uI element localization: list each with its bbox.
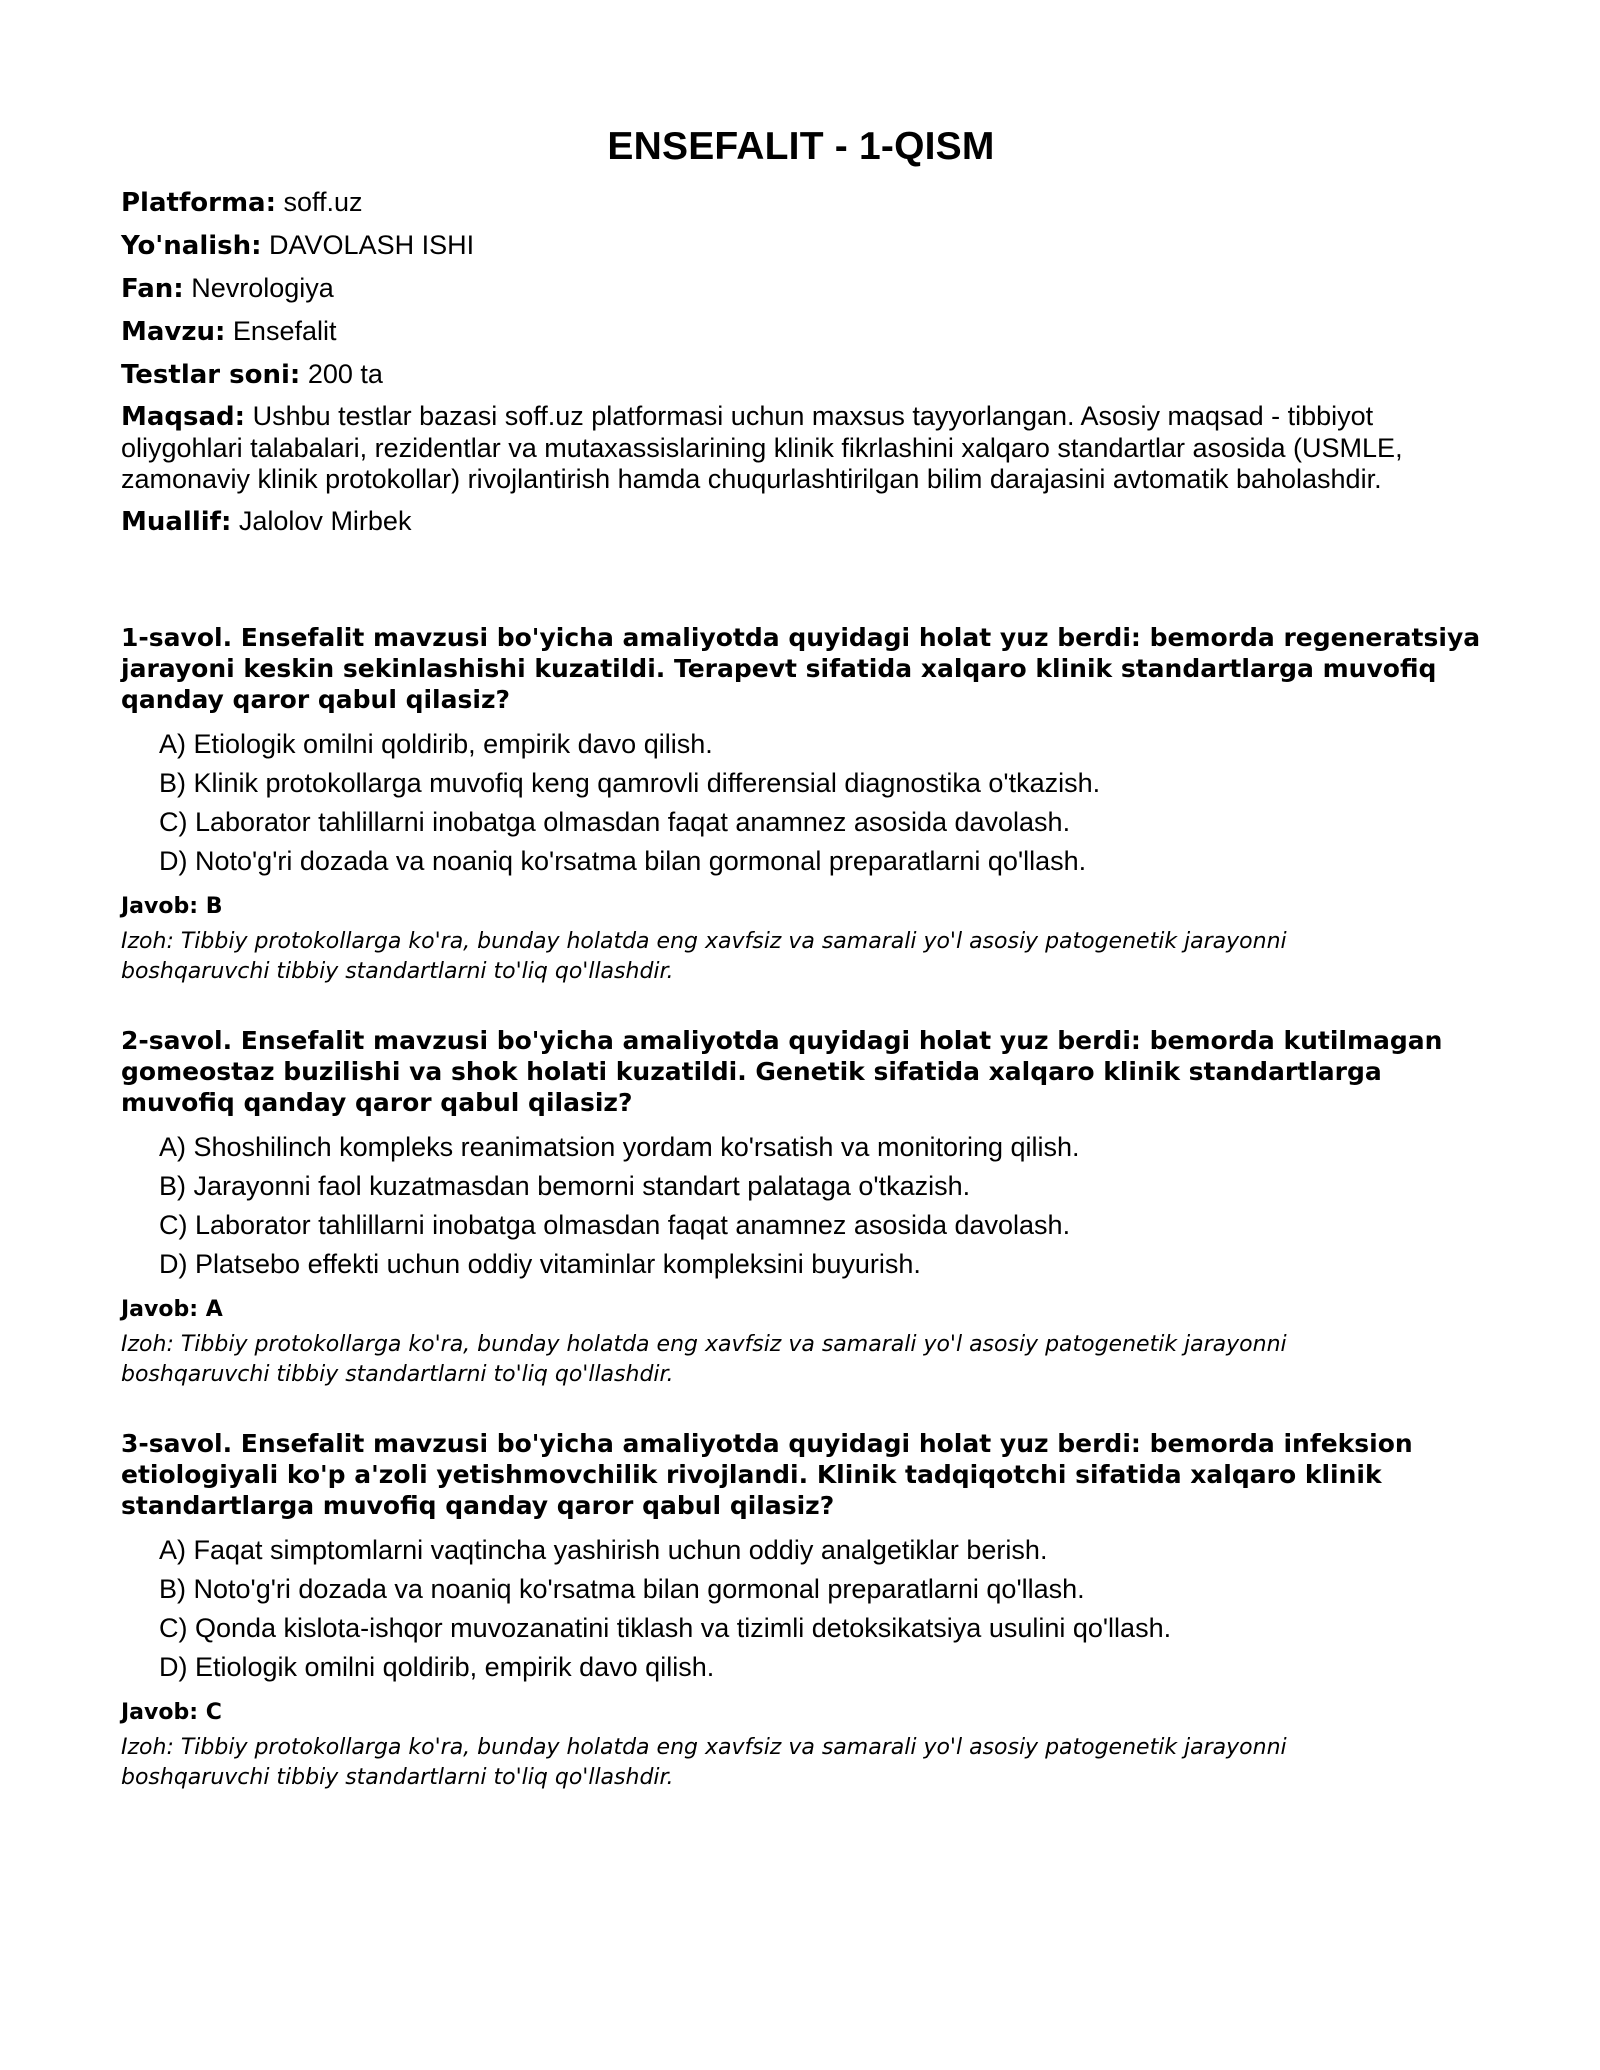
answer-options xyxy=(121,1531,1481,1687)
answer-options xyxy=(121,1128,1481,1284)
document-meta xyxy=(121,186,1481,538)
meta-topic xyxy=(121,315,1481,348)
meta-author-key: Muallif: xyxy=(121,507,232,537)
meta-platform-key: Platforma: xyxy=(121,188,276,218)
meta-direction-value: DAVOLASH ISHI xyxy=(269,230,475,260)
question-heading: 3-savol. Ensefalit mavzusi bo'yicha amaliyotda quyidagi holat yuz berdi: bemorda infeksion etiologiyali ko'p a'zoli yetishmovchilik rivojlandi. Klinik tadqiqotchi sifatida xalqaro klinik standartlarga muvofiq qanday qaror qabul qilasiz? xyxy=(121,1429,1413,1520)
correct-answer: Javob: C xyxy=(121,1700,222,1725)
page-title: ENSEFALIT - 1-QISM xyxy=(607,125,995,168)
meta-subject-value: Nevrologiya xyxy=(191,273,334,303)
question-heading: 1-savol. Ensefalit mavzusi bo'yicha amaliyotda quyidagi holat yuz berdi: bemorda regeneratsiya jarayoni keskin sekinlashishi kuzatildi. Terapevt sifatida xalqaro klinik standartlarga muvofiq qanday qaror qabul qilasiz? xyxy=(121,623,1481,714)
answer-explanation: Izoh: Tibbiy protokollarga ko'ra, bunday holatda eng xavfsiz va samarali yo'l asosiy patogenetik jarayonni boshqaruvchi tibbiy standartlarni to'liq qo'llashdir. xyxy=(121,929,1287,984)
meta-topic-key: Mavzu: xyxy=(121,317,226,347)
answer-option: B) Klinik protokollarga muvofiq keng qamrovli differensial diagnostika o'tkazish. xyxy=(159,768,1101,798)
meta-author-value: Jalolov Mirbek xyxy=(238,506,412,536)
answer-option: C) Laborator tahlillarni inobatga olmasdan faqat anamnez asosida davolash. xyxy=(159,1210,1071,1240)
correct-answer: Javob: B xyxy=(121,894,223,919)
answer-option: C) Laborator tahlillarni inobatga olmasdan faqat anamnez asosida davolash. xyxy=(159,807,1071,837)
meta-direction xyxy=(121,229,1481,262)
answer-option: C) Qonda kislota-ishqor muvozanatini tiklash va tizimli detoksikatsiya usulini qo'llash. xyxy=(159,1613,1172,1643)
question-list xyxy=(121,622,1481,1793)
meta-test-count-key: Testlar soni: xyxy=(121,360,301,390)
question-item xyxy=(121,1025,1481,1390)
answer-option: A) Shoshilinch kompleks reanimatsion yordam ko'rsatish va monitoring qilish. xyxy=(159,1132,1080,1162)
answer-options xyxy=(121,725,1481,881)
meta-subject xyxy=(121,272,1481,305)
meta-purpose-key: Maqsad: xyxy=(121,402,246,432)
question-item xyxy=(121,622,1481,987)
meta-platform xyxy=(121,186,1481,219)
answer-option: A) Etiologik omilni qoldirib, empirik davo qilish. xyxy=(159,729,713,759)
answer-option: A) Faqat simptomlarni vaqtincha yashirish uchun oddiy analgetiklar berish. xyxy=(159,1535,1048,1565)
meta-test-count xyxy=(121,358,1481,391)
answer-option: B) Noto'g'ri dozada va noaniq ko'rsatma bilan gormonal preparatlarni qo'llash. xyxy=(159,1574,1085,1604)
meta-topic-value: Ensefalit xyxy=(232,316,337,346)
meta-subject-key: Fan: xyxy=(121,274,184,304)
document-page xyxy=(121,120,1481,1831)
answer-explanation: Izoh: Tibbiy protokollarga ko'ra, bunday holatda eng xavfsiz va samarali yo'l asosiy patogenetik jarayonni boshqaruvchi tibbiy standartlarni to'liq qo'llashdir. xyxy=(121,1735,1287,1790)
meta-purpose-value: Ushbu testlar bazasi soff.uz platformasi uchun maxsus tayyorlangan. Asosiy maqsad - tibbiyot oliygohlari talabalari, rezidentlar va mutaxassislarining klinik fikrlashini xalqaro standartlar asosida (USMLE, zamonaviy klinik protokollar) rivojlantirish hamda chuqurlashtirilgan bilim darajasini avtomatik baholashdir. xyxy=(121,401,1403,494)
question-heading: 2-savol. Ensefalit mavzusi bo'yicha amaliyotda quyidagi holat yuz berdi: bemorda kutilmagan gomeostaz buzilishi va shok holati kuzatildi. Genetik sifatida xalqaro klinik standartlarga muvofiq qanday qaror qabul qilasiz? xyxy=(121,1026,1443,1117)
answer-option: D) Etiologik omilni qoldirib, empirik davo qilish. xyxy=(159,1652,715,1682)
meta-direction-key: Yo'nalish: xyxy=(121,231,262,261)
meta-author xyxy=(121,505,1481,538)
meta-platform-value: soff.uz xyxy=(283,187,363,217)
answer-option: D) Platsebo effekti uchun oddiy vitaminlar kompleksini buyurish. xyxy=(159,1249,921,1279)
correct-answer: Javob: A xyxy=(121,1297,223,1322)
meta-test-count-value: 200 ta xyxy=(307,359,383,389)
answer-option: B) Jarayonni faol kuzatmasdan bemorni standart palataga o'tkazish. xyxy=(159,1171,971,1201)
question-item xyxy=(121,1428,1481,1793)
answer-option: D) Noto'g'ri dozada va noaniq ko'rsatma bilan gormonal preparatlarni qo'llash. xyxy=(159,846,1087,876)
answer-explanation: Izoh: Tibbiy protokollarga ko'ra, bunday holatda eng xavfsiz va samarali yo'l asosiy patogenetik jarayonni boshqaruvchi tibbiy standartlarni to'liq qo'llashdir. xyxy=(121,1332,1287,1387)
meta-purpose xyxy=(121,401,1461,495)
